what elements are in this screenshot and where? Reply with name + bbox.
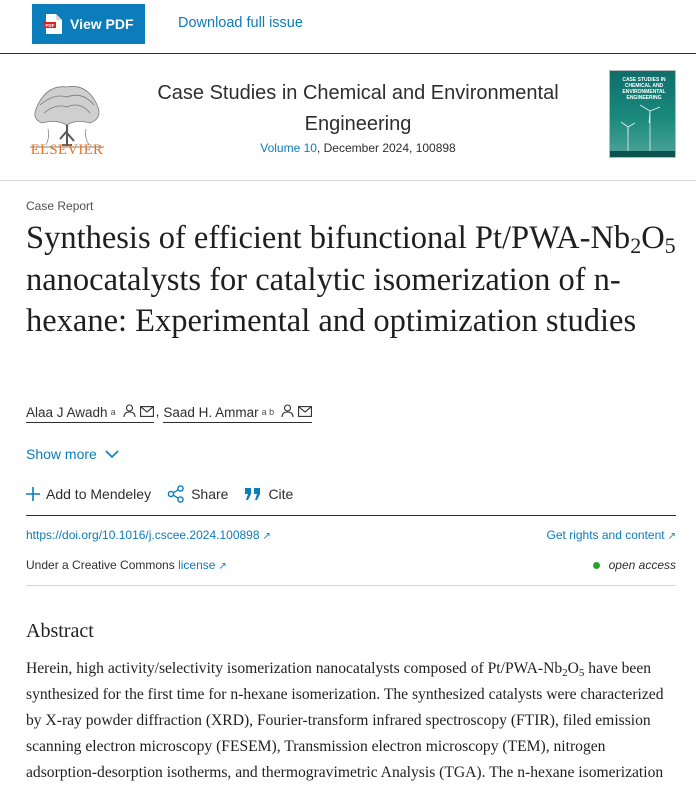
external-link-icon: ↗ — [218, 561, 227, 572]
mail-icon — [140, 405, 154, 420]
author-list — [26, 404, 312, 423]
external-link-icon: ↗ — [667, 531, 676, 542]
view-pdf-label: View PDF — [70, 16, 134, 32]
open-access-label: open access — [608, 558, 676, 572]
share-icon — [167, 485, 185, 503]
person-icon — [281, 404, 294, 420]
cite-button[interactable] — [244, 485, 293, 503]
author-link[interactable] — [163, 404, 312, 423]
get-rights-link[interactable] — [547, 528, 676, 542]
share-button[interactable] — [167, 485, 228, 503]
show-more-button[interactable] — [26, 446, 119, 462]
quote-icon — [244, 487, 262, 501]
cover-title: CASE STUDIES IN CHEMICAL AND ENVIRONMENTAL ENGINEERING — [622, 77, 666, 101]
issue-date: , December 2024, 100898 — [316, 141, 456, 155]
license-link[interactable]: license ↗ — [178, 558, 227, 572]
journal-issue-info — [120, 141, 596, 155]
journal-title[interactable]: Case Studies in Chemical and Environmental Engineering — [157, 82, 559, 135]
open-access-dot-icon — [593, 562, 600, 569]
actions-divider — [26, 515, 676, 516]
plus-icon — [26, 487, 40, 501]
external-link-icon: ↗ — [262, 531, 271, 542]
mail-icon — [298, 405, 312, 420]
info-divider — [26, 585, 676, 586]
author-name: Alaa J Awadh — [26, 404, 108, 420]
show-more-label: Show more — [26, 446, 97, 462]
wind-turbine-image — [610, 101, 676, 158]
download-full-issue-link[interactable]: Download full issue — [178, 15, 303, 31]
top-toolbar — [0, 0, 696, 54]
rights-label: Get rights and content — [546, 528, 665, 542]
share-label: Share — [191, 486, 229, 502]
abstract-heading: Abstract — [26, 620, 94, 642]
license-info — [26, 558, 227, 572]
view-pdf-button[interactable] — [32, 4, 145, 44]
add-to-mendeley-label: Add to Mendeley — [46, 486, 152, 502]
license-prefix: Under a Creative Commons — [26, 558, 179, 572]
cite-label: Cite — [268, 486, 294, 502]
volume-link[interactable]: Volume 10 — [260, 141, 317, 155]
doi-text: https://doi.org/10.1016/j.cscee.2024.100898 — [26, 528, 260, 542]
add-to-mendeley-button[interactable] — [26, 485, 151, 503]
abstract-body: Herein, high activity/selectivity isomerization nanocatalysts composed of $Pt/PWA-Nb_2O_5$ have been synthesized for the first time for n-hexane isomerization. The synthesized catalysts were characterized by X-ray powder diffraction (XRD), Fourier-transform infrared spectroscopy (FTIR), filed emission scanning electron microscopy (FESEM), Transmission electron microscopy (TEM), nitrogen adsorption-desorption isotherms, and thermogravimetric Analysis (TGA). The n-hexane isomerization — [26, 660, 664, 781]
author-separator: , — [155, 404, 160, 419]
author-affiliation: a — [110, 407, 116, 417]
svg-text:PDF: PDF — [45, 23, 55, 28]
author-link[interactable] — [26, 404, 154, 423]
article-actions — [26, 485, 309, 503]
header-divider — [0, 180, 696, 181]
elsevier-wordmark: ELSEVIER — [30, 142, 104, 158]
journal-cover-thumbnail[interactable] — [609, 70, 676, 158]
person-icon — [123, 404, 136, 420]
open-access-badge — [593, 558, 676, 572]
pdf-file-icon — [44, 14, 62, 34]
chevron-down-icon — [105, 446, 119, 462]
article-type: Case Report — [26, 199, 94, 213]
author-affiliation: a b — [261, 407, 275, 417]
author-name: Saad H. Ammar — [163, 404, 259, 420]
doi-link[interactable] — [26, 528, 271, 542]
article-title: Synthesis of efficient bifunctional $Pt/PWA-Nb_2O_5$ nanocatalysts for catalytic isomerization of n-hexane: Experimental and optimization studies — [26, 220, 676, 339]
